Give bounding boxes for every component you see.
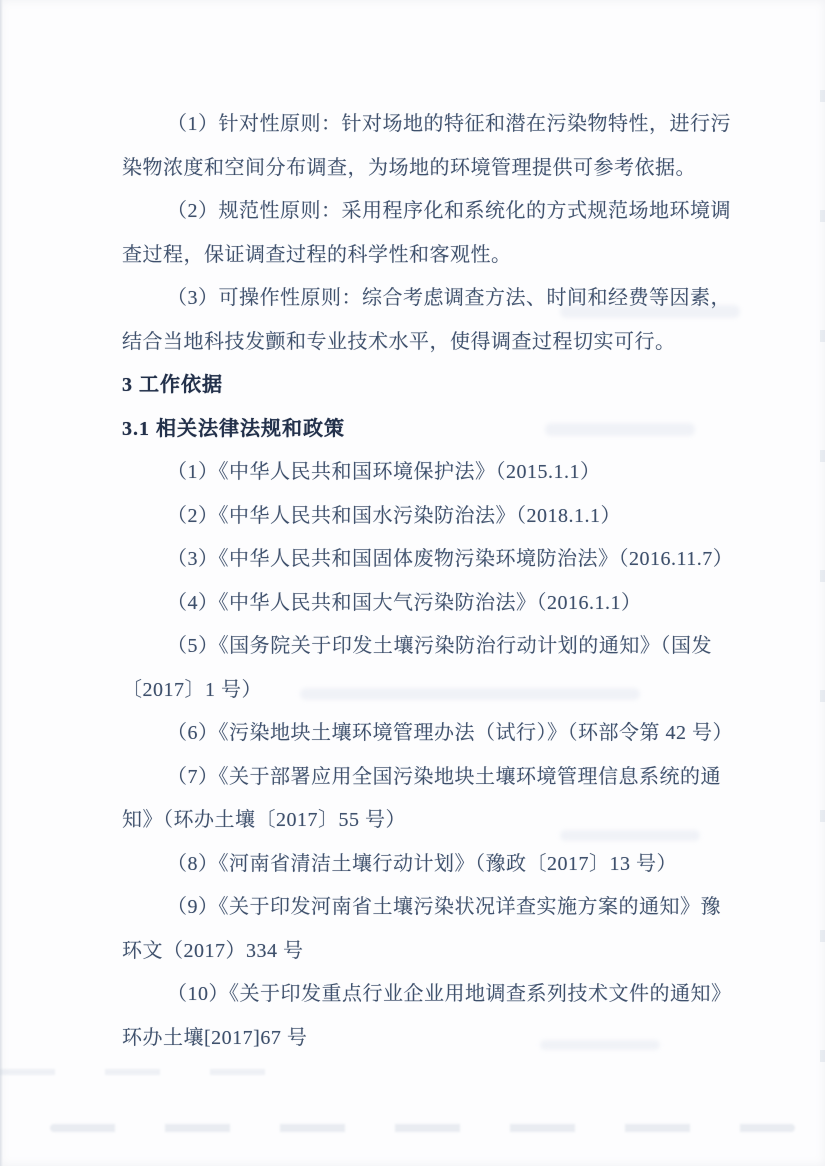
legal-item-9-line-2: 环文（2017）334 号	[122, 939, 304, 962]
scan-streak	[0, 1069, 300, 1075]
legal-item-7-line-1: （7）《关于部署应用全国污染地块土壤环境管理信息系统的通	[167, 765, 721, 788]
legal-item-2: （2）《中华人民共和国水污染防治法》（2018.1.1）	[167, 504, 621, 527]
scan-streak	[50, 1124, 795, 1132]
legal-item-9-line-1: （9）《关于印发河南省土壤污染状况详查实施方案的通知》豫	[167, 896, 721, 918]
legal-item-3: （3）《中华人民共和国固体废物污染环境防治法》（2016.11.7）	[167, 548, 734, 570]
legal-item-7-line-2: 知》（环办土壤〔2017〕55 号）	[122, 809, 406, 831]
section-heading-3: 3 工作依据	[122, 374, 223, 396]
legal-item-1: （1）《中华人民共和国环境保护法》（2015.1.1）	[167, 461, 601, 483]
scan-edge-left	[0, 0, 3, 1166]
subsection-heading-3-1: 3.1 相关法律法规和政策	[122, 417, 345, 440]
legal-item-6: （6）《污染地块土壤环境管理办法（试行）》（环部令第 42 号）	[167, 722, 733, 744]
paragraph-principle-3-line-1: （3）可操作性原则：综合考虑调查方法、时间和经费等因素，	[167, 287, 731, 309]
paragraph-principle-2-line-2: 查过程，保证调查过程的科学性和客观性。	[122, 243, 512, 266]
paragraph-principle-1-line-1: （1）针对性原则：针对场地的特征和潜在污染物特性，进行污	[167, 113, 731, 135]
paragraph-principle-3-line-2: 结合当地科技发颤和专业技术水平，使得调查过程切实可行。	[122, 330, 676, 353]
legal-item-4: （4）《中华人民共和国大气污染防治法》（2016.1.1）	[167, 591, 642, 614]
text-column	[122, 103, 734, 1060]
paragraph-principle-2-line-1: （2）规范性原则：采用程序化和系统化的方式规范场地环境调	[167, 200, 731, 222]
legal-item-5-line-1: （5）《国务院关于印发土壤污染防治行动计划的通知》（国发	[167, 635, 712, 657]
paragraph-principle-1-line-2: 染物浓度和空间分布调查，为场地的环境管理提供可参考依据。	[122, 156, 696, 179]
legal-item-8: （8）《河南省清洁土壤行动计划》（豫政〔2017〕13 号）	[167, 852, 677, 875]
scan-edge-right	[820, 90, 825, 1080]
legal-item-5-line-2: 〔2017〕1 号）	[122, 678, 262, 701]
legal-item-10-line-1: （10）《关于印发重点行业企业用地调查系列技术文件的通知》	[167, 983, 732, 1005]
legal-item-10-line-2: 环办土壤[2017]67 号	[122, 1026, 308, 1049]
